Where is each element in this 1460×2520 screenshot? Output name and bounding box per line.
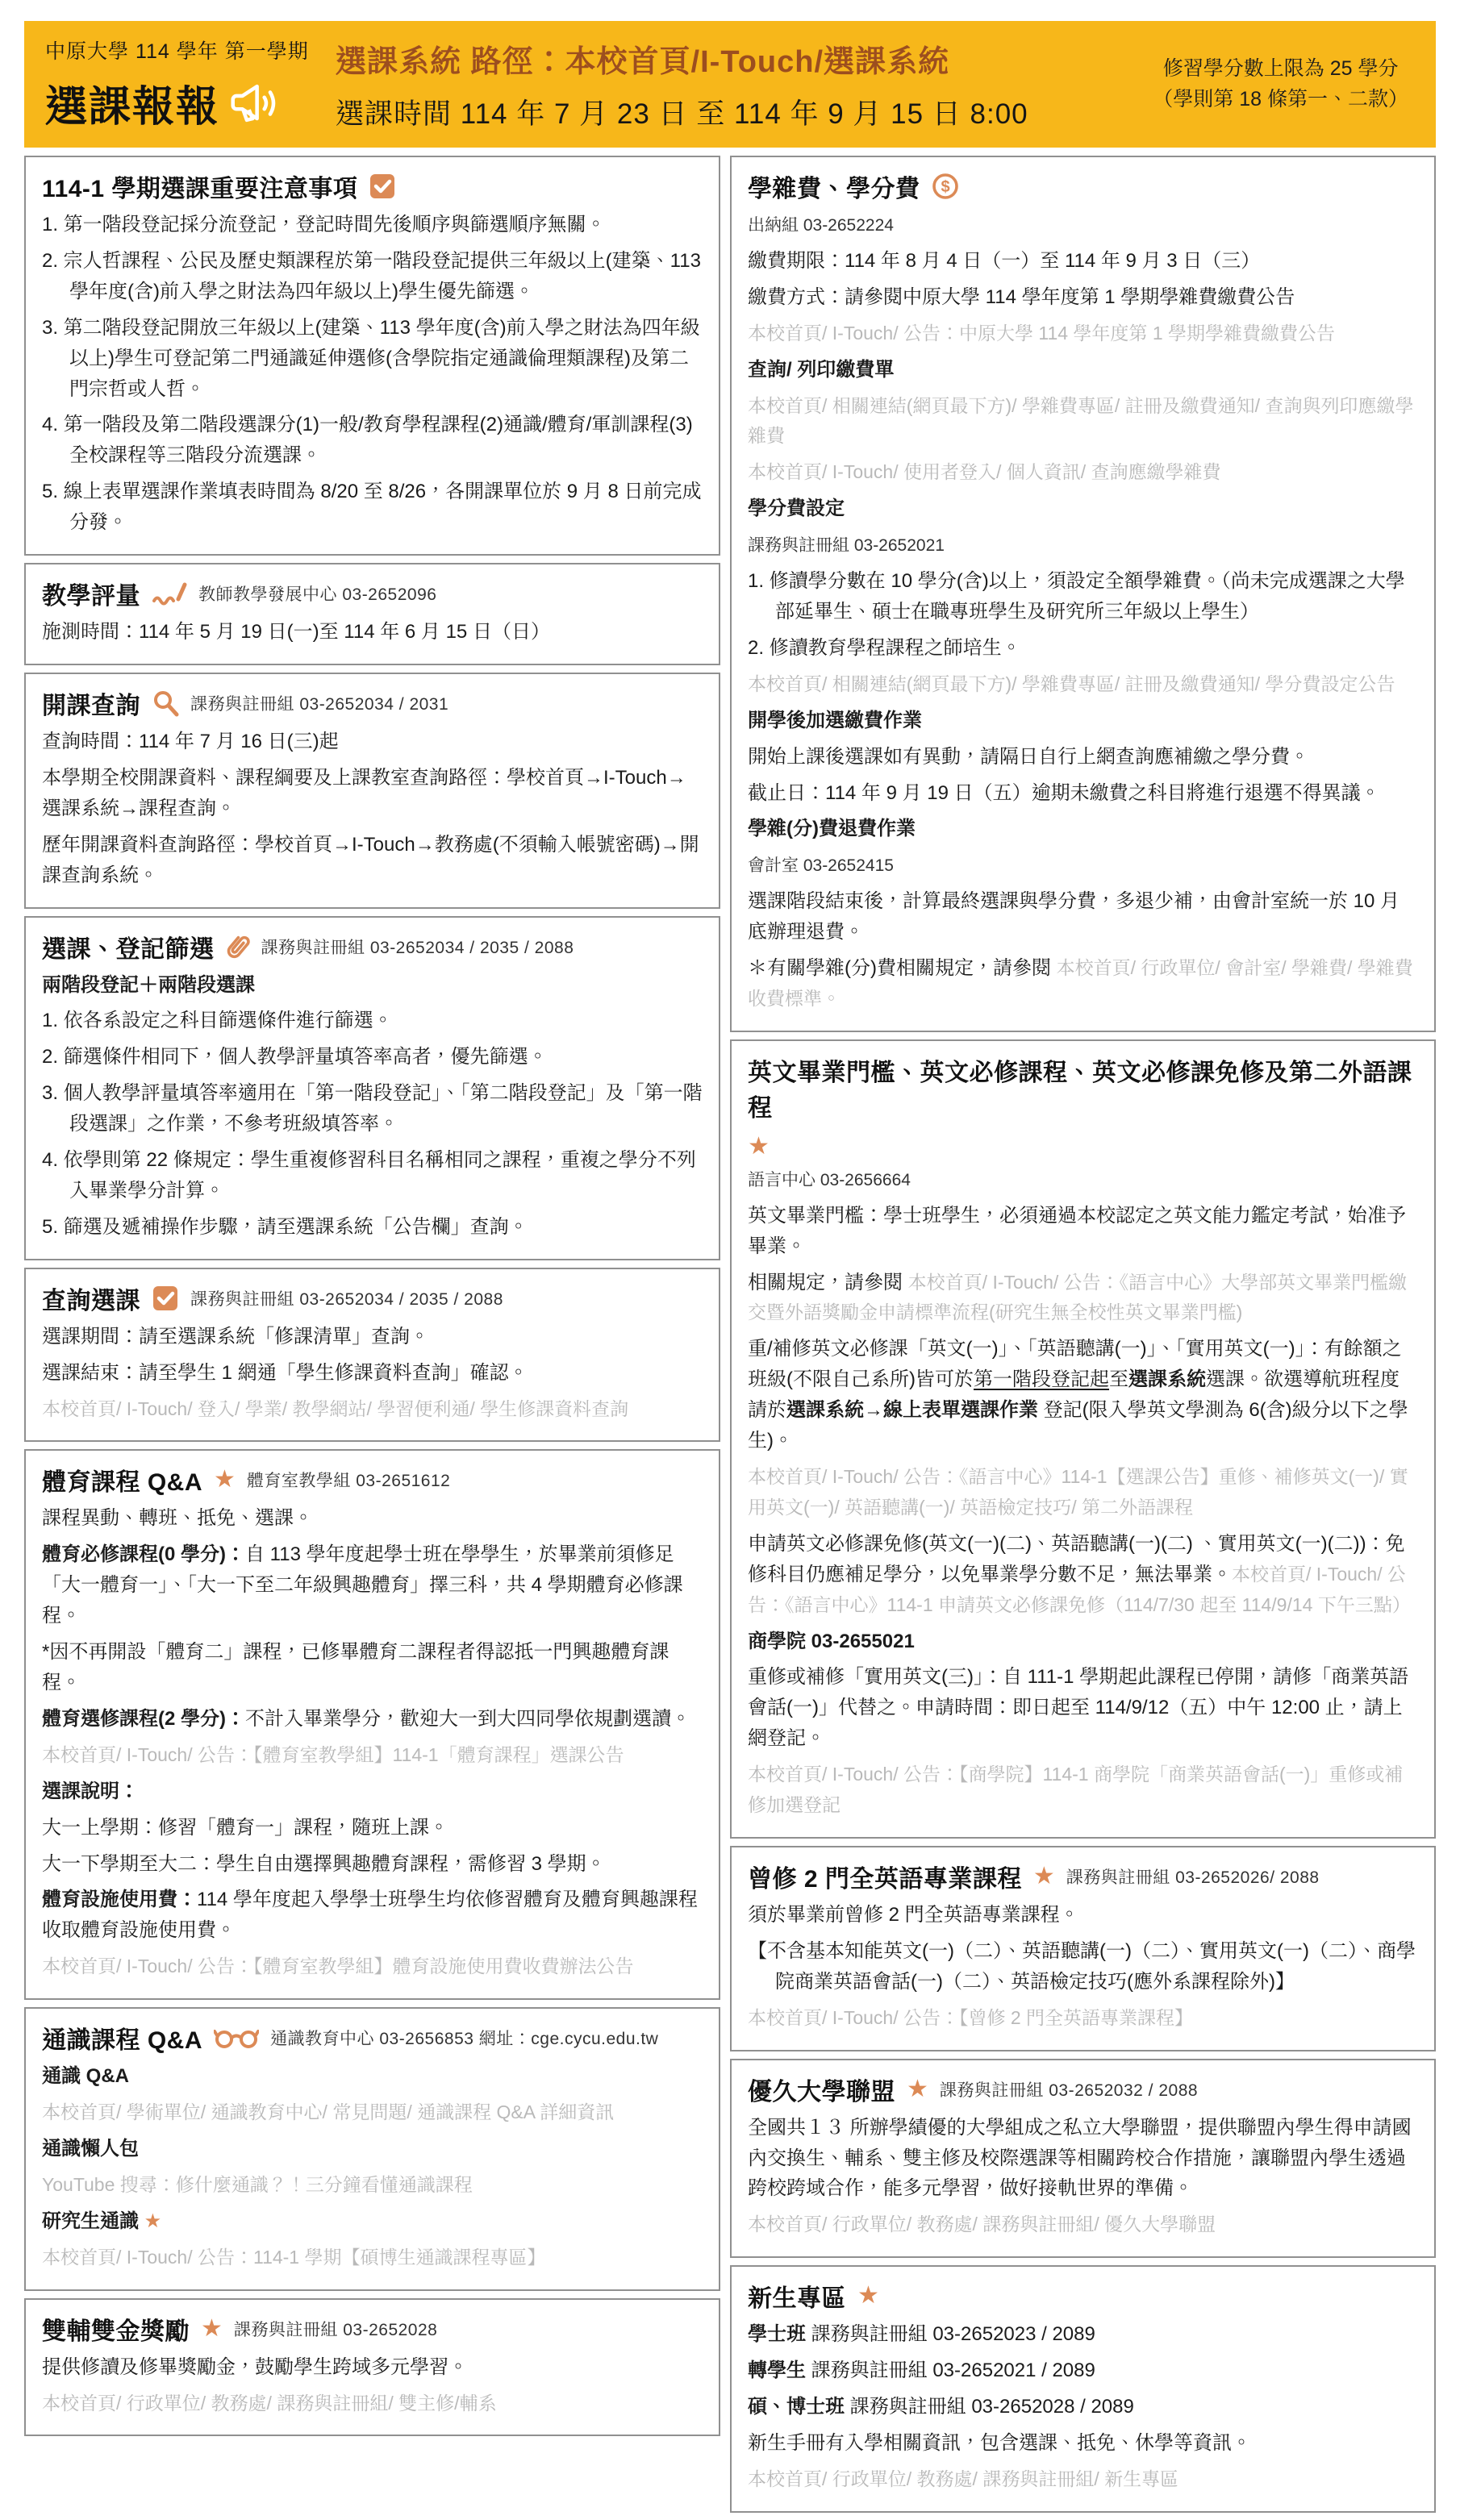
section-contact: 課務與註冊組 03-2652034 / 2035 / 2088	[261, 938, 574, 957]
text-line: 選課結束：請至學生 1 網通「學生修課資料查詢」確認。	[42, 1361, 528, 1384]
text-line: 英文畢業門檻：學士班學生，必須通過本校認定之英文能力鑑定考試，始准予畢業。	[748, 1204, 1406, 1257]
text-line: 出納組 03-2652224	[748, 216, 894, 235]
section-contact: 課務與註冊組 03-2652026/ 2088	[1066, 1868, 1320, 1887]
text-line: 研究生通識 ★	[42, 2210, 162, 2232]
text-line: 選課階段結束後，計算最終選課與學分費，多退少補，由會計室統一於 10 月底辦理退費。	[748, 890, 1400, 943]
path-reference: 本校首頁/ I-Touch/ 公告：【商學院】114-1 商學院「商業英語會話(一)」重修或補修加選登記	[748, 1764, 1404, 1816]
text-line: 會計室 03-2652415	[748, 856, 894, 876]
section-title: 優久大學聯盟	[748, 2078, 895, 2106]
masthead-center	[336, 36, 1128, 132]
section-title: 雙輔雙金獎勵	[42, 2318, 190, 2345]
text-line: 兩階段登記＋兩階段選課	[42, 973, 255, 996]
text-line: 重修或補修「實用英文(三)」：自 111-1 學期起此課程已停開，請修「商業英語會話(一)」代替之。申請時間：即日起至 114/9/12（五）中午 12:00 止，請上網登記。	[748, 1666, 1409, 1750]
section-important-notes	[24, 156, 720, 556]
text-line: 【不含基本知能英文(一)（二）、英語聽講(一)（二）、實用英文(一)（二）、商學院商業英語會話(一)（二）、英語檢定技巧(應外系課程除外)】	[748, 1939, 1416, 1993]
text-line: 繳費方式：請參閱中原大學 114 學年度第 1 學期學雜費繳費公告	[748, 285, 1295, 308]
text-line: 商學院 03-2655021	[748, 1630, 915, 1652]
text-line: 須於畢業前曾修 2 門全英語專業課程。	[748, 1903, 1079, 1926]
section-contact: 通識教育中心 03-2656853 網址：cge.cycu.edu.tw	[270, 2030, 659, 2049]
left-column	[24, 156, 720, 2443]
text-line: 1. 修讀學分數在 10 學分(含)以上，須設定全額學雜費。（尚未完成選課之大學部延畢生、碩士在職專班學生及研究所三年級以上學生）	[748, 570, 1405, 623]
path-reference: 本校首頁/ 相關連結(網頁最下方)/ 學雜費專區/ 註冊及繳費通知/ 學分費設定公告	[748, 673, 1395, 694]
text-line: 大一下學期至大二：學生自由選擇興趣體育課程，需修習 3 學期。	[42, 1852, 606, 1875]
dollar-icon	[932, 173, 959, 200]
text-line: 體育必修課程(0 學分)：自 113 學年度起學士班在學學生，於畢業前須修足「大一體育一」、「大一下至二年級興趣體育」擇三科，共 4 學期體育必修課程。	[42, 1543, 683, 1627]
megaphone-icon	[231, 83, 277, 123]
text-line: 重/補修英文必修課「英文(一)」、「英語聽講(一)」、「實用英文(一)」：有餘額之班級(不限自己系所)皆可於第一階段登記起至選課系統選課。欲選導航班程度請於選課系統→線上表單選課作業 登記(限入學英文學測為 6(含)級分以下之學生)。	[748, 1338, 1408, 1452]
text-line: 2. 篩選條件相同下，個人教學評量填答率高者，優先篩選。	[42, 1046, 548, 1068]
section-double-major-award	[24, 2298, 720, 2437]
system-path-line: 選課系統 路徑：本校首頁/I-Touch/選課系統	[336, 45, 950, 79]
text-line: 選課說明：	[42, 1780, 139, 1802]
path-reference: 本校首頁/ 行政單位/ 教務處/ 課務與註冊組/ 新生專區	[748, 2468, 1179, 2489]
section-contact: 體育室教學組 03-2651612	[246, 1472, 451, 1491]
section-title: 選課、登記篩選	[42, 935, 215, 963]
scribble-icon	[152, 581, 187, 606]
section-contact: 課務與註冊組 03-2652028	[233, 2320, 438, 2339]
text-line: 3. 個人教學評量填答率適用在「第一階段登記」、「第二階段登記」及「第一階段選課」之作業，不參考班級填答率。	[42, 1082, 703, 1135]
star-icon: ★	[748, 1132, 770, 1160]
section-title: 曾修 2 門全英語專業課程	[748, 1865, 1022, 1893]
path-reference: 本校首頁/ I-Touch/ 公告：《語言中心》114-1【選課公告】重修、補修英文(一)/ 實用英文(一)/ 英語聽講(一)/ 英語檢定技巧/ 第二外語課程	[748, 1466, 1408, 1518]
text-line: 體育選修課程(2 學分)：不計入畢業學分，歡迎大一到大四同學依規劃選讀。	[42, 1707, 690, 1730]
text-line: 轉學生 課務與註冊組 03-2652021 / 2089	[748, 2360, 1095, 2382]
magnifier-icon	[152, 689, 179, 717]
path-reference: 本校首頁/ I-Touch/ 公告：【曾修 2 門全英語專業課程】	[748, 2006, 1194, 2028]
text-line: ＊有關學雜(分)費相關規定，請參閱 本校首頁/ 行政單位/ 會計室/ 學雜費/ 學雜費收費標準。	[748, 957, 1413, 1009]
path-reference: 本校首頁/ I-Touch/ 公告：【體育室教學組】體育設施使用費收費辦法公告	[42, 1956, 634, 1977]
text-line: 體育設施使用費：114 學年度起入學學士班學生均依修習體育及體育興趣課程收取體育設施使用費。	[42, 1889, 698, 1942]
section-title: 體育課程 Q&A	[42, 1469, 202, 1497]
section-english-requirement	[730, 1039, 1436, 1839]
path-reference: 本校首頁/ I-Touch/ 登入/ 學業/ 教學網站/ 學習便利通/ 學生修課資料查詢	[42, 1397, 629, 1419]
path-reference: 本校首頁/ I-Touch/ 公告：114-1 學期【碩博生通識課程專區】	[42, 2246, 546, 2268]
text-line: 課程異動、轉班、抵免、選課。	[42, 1507, 313, 1530]
text-line: 提供修讀及修畢獎勵金，鼓勵學生跨域多元學習。	[42, 2355, 468, 2378]
text-line: 相關規定，請參閱 本校首頁/ I-Touch/ 公告：《語言中心》大學部英文畢業門檻繳交暨外語獎勵金申請標準流程(研究生無全校性英文畢業門檻)	[748, 1271, 1408, 1323]
star-icon: ★	[214, 1466, 236, 1493]
text-line: 開學後加選繳費作業	[748, 709, 922, 731]
section-u9-alliance	[730, 2059, 1436, 2259]
path-reference: 本校首頁/ 相關連結(網頁最下方)/ 學雜費專區/ 註冊及繳費通知/ 查詢與列印應繳學雜費	[748, 394, 1414, 447]
path-reference: 本校首頁/ 行政單位/ 教務處/ 課務與註冊組/ 優久大學聯盟	[748, 2214, 1216, 2235]
text-line: 申請英文必修課免修(英文(一)(二)、英語聽講(一)(二) 、實用英文(一)(二))：免修科目仍應補足學分，以免畢業學分數不足，無法畢業。本校首頁/ I-Touch/ 公告：《語言中心》114-1 申請英文必修課免修（114/7/30 起至 114/9/14 下午三點）	[748, 1532, 1411, 1615]
text-line: 1. 第一階段登記採分流登記，登記時間先後順序與篩選順序無關。	[42, 214, 606, 235]
text-line: 課務與註冊組 03-2652021	[748, 536, 945, 556]
paperclip-icon	[226, 932, 250, 961]
star-icon: ★	[201, 2314, 223, 2342]
text-line: 查詢/ 列印繳費單	[748, 358, 895, 381]
section-teaching-eval	[24, 563, 720, 665]
text-line: 碩、博士班 課務與註冊組 03-2652028 / 2089	[748, 2396, 1134, 2418]
text-line: 歷年開課資料查詢路徑：學校首頁→I-Touch→教務處(不須輸入帳號密碼)→開課查詢系統。	[42, 833, 699, 886]
star-icon: ★	[1032, 1862, 1055, 1889]
section-ge-qa	[24, 2007, 720, 2290]
section-title: 英文畢業門檻、英文必修課程、英文必修課免修及第二外語課程	[748, 1059, 1412, 1122]
text-line: 施測時間：114 年 5 月 19 日(一)至 114 年 6 月 15 日（日）	[42, 621, 550, 644]
text-line: 4. 第一階段及第二階段選課分(1)一般/教育學程課程(2)通識/體育/軍訓課程(3)全校課程等三階段分流選課。	[42, 414, 693, 467]
section-title: 114-1 學期選課重要注意事項	[42, 176, 358, 202]
text-line: 2. 修讀教育學程課程之師培生。	[748, 636, 1021, 659]
path-reference: 本校首頁/ 學術單位/ 通識教育中心/ 常見問題/ 通識課程 Q&A 詳細資訊	[42, 2101, 615, 2123]
content-columns	[24, 156, 1436, 2520]
text-line: 2. 宗人哲課程、公民及歷史類課程於第一階段登記提供三年級以上(建築、113 學年度(含)前入學之財法為四年級以上)學生優先篩選。	[42, 249, 701, 302]
text-line: 繳費期限：114 年 8 月 4 日（一）至 114 年 9 月 3 日（三）	[748, 249, 1261, 272]
checkbox-icon	[152, 1285, 179, 1312]
section-title: 查詢選課	[42, 1287, 140, 1314]
text-line: 開始上課後選課如有異動，請隔日自行上網查詢應補繳之學分費。	[748, 745, 1309, 768]
section-query-selection	[24, 1268, 720, 1443]
glasses-icon	[214, 2026, 259, 2050]
credit-limit-line1: 修習學分數上限為 25 學分	[1162, 57, 1399, 80]
masthead-left	[45, 35, 311, 133]
text-line: 大一上學期：修習「體育一」課程，隨班上課。	[42, 1816, 448, 1839]
masthead	[24, 21, 1436, 148]
star-icon: ★	[907, 2075, 928, 2102]
section-course-query	[24, 673, 720, 909]
text-line: 本學期全校開課資料、課程綱要及上課教室查詢路徑：學校首頁→I-Touch→選課系統→課程查詢。	[42, 766, 686, 819]
text-line: 學分費設定	[748, 498, 845, 520]
section-contact: 課務與註冊組 03-2652032 / 2088	[939, 2081, 1199, 2100]
path-reference: YouTube 搜尋：修什麼通識？！三分鐘看懂通識課程	[42, 2173, 473, 2195]
text-line: 語言中心 03-2656664	[748, 1170, 911, 1189]
section-contact: 教師教學發展中心 03-2652096	[198, 585, 437, 605]
section-pe-qa	[24, 1449, 720, 2000]
section-fees	[730, 156, 1436, 1032]
text-line: 通識懶人包	[42, 2137, 139, 2160]
selection-time-line: 選課時間 114 年 7 月 23 日 至 114 年 9 月 15 日 8:00	[336, 98, 1028, 130]
text-line: 4. 依學則第 22 條規定：學生重複修習科目名稱相同之課程，重複之學分不列入畢業學分計算。	[42, 1149, 696, 1202]
section-selection-filter	[24, 916, 720, 1260]
school-term-line: 中原大學 114 學年 第一學期	[45, 40, 309, 63]
path-reference: 本校首頁/ 行政單位/ 教務處/ 課務與註冊組/ 雙主修/輔系	[42, 2392, 497, 2414]
section-english-medium-courses	[730, 1846, 1436, 2051]
section-title: 教學評量	[42, 583, 140, 610]
text-line: 新生手冊有入學相關資訊，包含選課、抵免、休學等資訊。	[748, 2431, 1251, 2454]
text-line: 5. 線上表單選課作業填表時間為 8/20 至 8/26，各開課單位於 9 月 8 日前完成分發。	[42, 481, 702, 534]
text-line: 3. 第二階段登記開放三年級以上(建築、113 學年度(含)前入學之財法為四年級以上)學生可登記第二門通識延伸選修(含學院指定通識倫理類課程)及第二門宗哲或人哲。	[42, 316, 700, 400]
path-reference: 本校首頁/ I-Touch/ 公告：【體育室教學組】114-1「體育課程」選課公告	[42, 1743, 624, 1765]
star-icon: ★	[857, 2282, 879, 2310]
brand-title: 選課報報	[45, 84, 220, 131]
text-line: *因不再開設「體育二」課程，已修畢體育二課程者得認抵一門興趣體育課程。	[42, 1641, 670, 1693]
section-title: 通識課程 Q&A	[42, 2027, 202, 2055]
right-column	[730, 156, 1436, 2520]
checkbox-icon	[369, 173, 396, 200]
section-contact: 課務與註冊組 03-2652034 / 2031	[190, 694, 449, 714]
text-line: 選課期間：請至選課系統「修課清單」查詢。	[42, 1325, 429, 1347]
text-line: 全國共１３ 所辦學績優的大學組成之私立大學聯盟，提供聯盟內學生得申請國內交換生、輔系、雙主修及校際選課等相關跨校合作措施，讓聯盟內學生透過跨校跨域合作，能多元學習，做好接軌世界的準備。	[748, 2116, 1412, 2200]
section-freshman-zone	[730, 2265, 1436, 2513]
path-reference: 本校首頁/ I-Touch/ 公告：中原大學 114 學年度第 1 學期學雜費繳費公告	[748, 322, 1336, 344]
credit-limit-note	[1153, 54, 1408, 115]
section-title: 開課查詢	[42, 692, 140, 719]
text-line: 學士班 課務與註冊組 03-2652023 / 2089	[748, 2323, 1095, 2346]
section-title: 新生專區	[748, 2285, 846, 2313]
text-line: 學雜(分)費退費作業	[748, 818, 916, 840]
text-line: 截止日：114 年 9 月 19 日（五）逾期未繳費之科目將進行退選不得異議。	[748, 781, 1380, 804]
text-line: 5. 篩選及遞補操作步驟，請至選課系統「公告欄」查詢。	[42, 1215, 528, 1238]
section-title: 學雜費、學分費	[748, 176, 920, 202]
section-contact: 課務與註冊組 03-2652034 / 2035 / 2088	[190, 1289, 503, 1309]
text-line: 1. 依各系設定之科目篩選條件進行篩選。	[42, 1010, 393, 1032]
svg-text:$: $	[940, 178, 950, 196]
path-reference: 本校首頁/ I-Touch/ 使用者登入/ 個人資訊/ 查詢應繳學雜費	[748, 461, 1221, 483]
text-line: 查詢時間：114 年 7 月 16 日(三)起	[42, 730, 339, 752]
credit-limit-line2: （學則第 18 條第一、二款）	[1153, 87, 1408, 110]
text-line: 通識 Q&A	[42, 2065, 129, 2088]
